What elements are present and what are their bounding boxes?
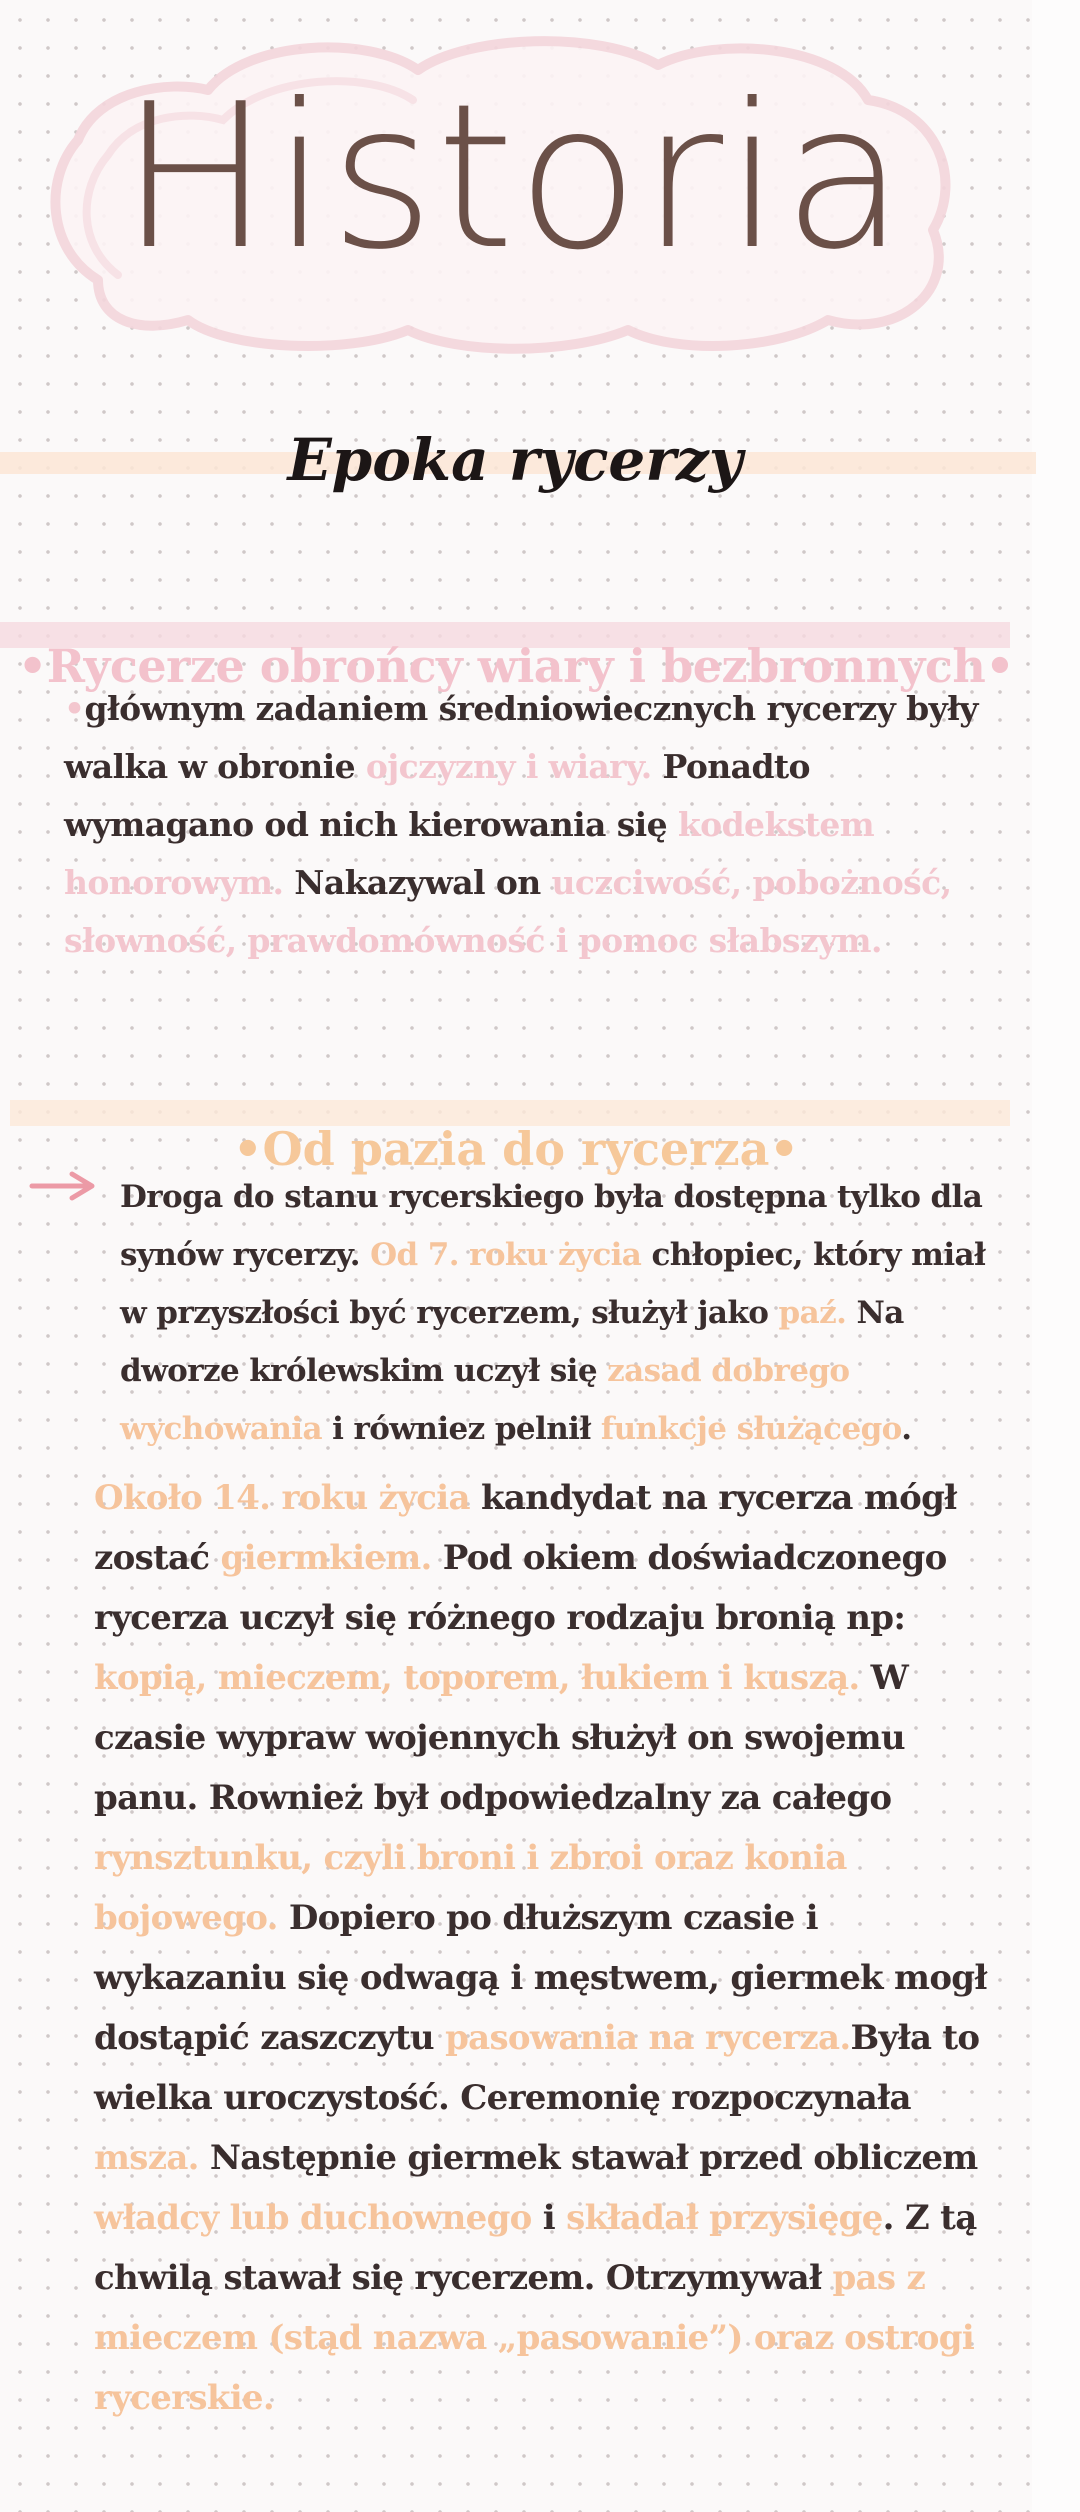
highlight-run: uczciwość, pobożność, słowność, prawdomówność i pomoc słabszym.	[64, 863, 952, 960]
page-subtitle: Epoka rycerzy	[287, 426, 743, 494]
text-run: .	[901, 1411, 912, 1447]
text-run: i równiez pelnił	[321, 1411, 601, 1447]
highlight-run: Od 7. roku życia	[370, 1237, 642, 1273]
text-run: Następnie giermek stawał przed obliczem	[198, 2138, 978, 2178]
highlight-run: zasad dobrego wychowania	[120, 1353, 850, 1447]
text-run: kandydat na rycerza mógł zostać	[94, 1478, 957, 1578]
page-title: Historia	[120, 61, 908, 294]
page-margin	[1032, 0, 1080, 2512]
highlight-run: kopią, mieczem, toporem, łukiem i kuszą.	[94, 1658, 860, 1698]
text-run: Ponadto wymagano od nich kierowania się	[64, 747, 810, 844]
section-paragraph-paz	[120, 1168, 1000, 1458]
highlight-run: paź.	[778, 1295, 847, 1331]
highlight-run: rynsztunku, czyli broni i zbroi oraz konia bojowego.	[94, 1838, 847, 1938]
section-paragraph-giermek	[94, 1468, 1014, 2428]
arrow-right-icon	[28, 1168, 100, 1204]
highlight-run: pas z mieczem (stąd nazwa „pasowanie”) oraz ostrogi rycerskie.	[94, 2258, 975, 2418]
bullet-dot: •	[64, 689, 85, 728]
highlight-run: pasowania na rycerza.	[445, 2018, 851, 2058]
text-run: Pod okiem doświadczonego rycerza uczył się różnego rodzaju bronią np:	[94, 1538, 947, 1638]
text-run: Dopiero po dłuższym czasie i wykazaniu się odwagą i męstwem, giermek mogł dostąpić zaszczytu	[94, 1898, 987, 2058]
highlight-run: Około 14. roku życia	[94, 1478, 470, 1518]
highlight-run: msza.	[94, 2138, 199, 2178]
text-run: chłopiec, który miał w przyszłości być rycerzem, służył jako	[120, 1237, 986, 1331]
highlight-run: giermkiem.	[220, 1538, 432, 1578]
highlight-run: władcy lub duchownego	[94, 2198, 532, 2238]
section-heading-rycerze: •Rycerze obrońcy wiary i bezbronnych•	[17, 639, 1015, 693]
highlight-run: składał przysięgę	[566, 2198, 883, 2238]
text-run: . Z tą chwilą stawał się rycerzem. Otrzymywał	[94, 2198, 977, 2298]
highlight-run: funkcje służącego	[600, 1411, 902, 1447]
section-paragraph-rycerze	[64, 680, 984, 970]
text-run: Była to wielka uroczystość. Ceremonię rozpoczynała	[94, 2018, 980, 2118]
highlight-run: ojczyzny i wiary.	[365, 747, 652, 786]
text-run: Na dworze królewskim uczył się	[120, 1295, 904, 1389]
text-run: i	[531, 2198, 567, 2238]
text-run: W czasie wypraw wojennych służył on swojemu panu. Rownież był odpowiedzalny za całego	[94, 1658, 909, 1818]
text-run: Nakazywal on	[283, 863, 552, 902]
highlight-run: kodekstem honorowym.	[64, 805, 875, 902]
section-heading-paz: •Od pazia do rycerza•	[233, 1122, 799, 1176]
text-run: głównym zadaniem średniowiecznych rycerzy były walka w obronie	[64, 689, 978, 786]
text-run: Droga do stanu rycerskiego była dostępna tylko dla synów rycerzy.	[120, 1179, 983, 1273]
